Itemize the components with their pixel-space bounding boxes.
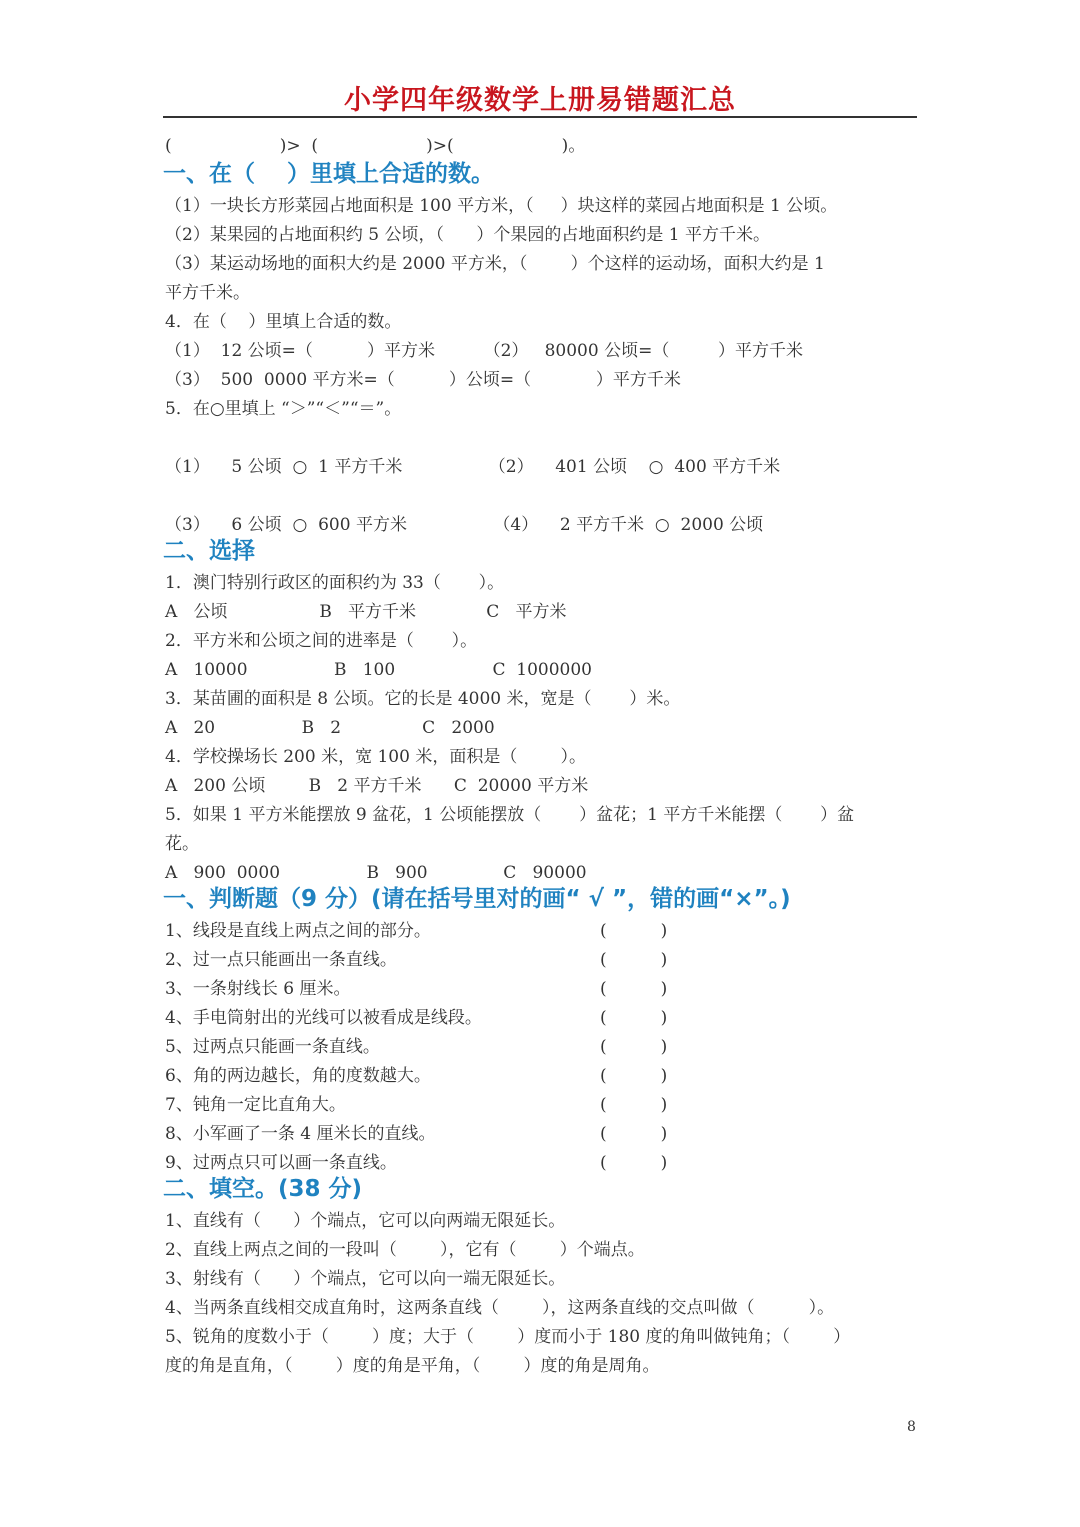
answer-parentheses: ( ) [600,950,668,970]
question-line: （1） 12 公顷=（ ）平方米 （2） 80000 公顷=（ ）平方千米 [165,341,803,361]
answer-parentheses: ( ) [600,979,668,999]
section-heading-true-false: 一、判断题（9 分）(请在括号里对的画“ √ ”，错的画“×”。) [163,886,791,912]
section-heading-fill-blanks: 二、填空。(38 分) [163,1176,363,1202]
section-heading-choice: 二、选择 [163,538,255,564]
question-line: 3．某苗圃的面积是 8 公顷。它的长是 4000 米，宽是（ ）米。 [165,689,681,709]
question-line: 1．澳门特别行政区的面积约为 33（ ）。 [165,573,505,593]
judge-statement: 9、过两点只可以画一条直线。 [165,1153,397,1173]
judge-statement: 2、过一点只能画出一条直线。 [165,950,397,970]
question-line: （3） 500 0000 平方米=（ ）公顷=（ ）平方千米 [165,370,681,390]
option-line: A 900 0000 B 900 C 90000 [165,863,587,883]
answer-parentheses: ( ) [600,1037,668,1057]
question-line: 2．平方米和公顷之间的进率是（ ）。 [165,631,478,651]
question-line: 1、直线有（ ）个端点，它可以向两端无限延长。 [165,1211,566,1231]
option-line: A 10000 B 100 C 1000000 [165,660,592,680]
judge-statement: 6、角的两边越长，角的度数越大。 [165,1066,431,1086]
page-title: 小学四年级数学上册易错题汇总 [344,85,736,116]
section-heading-fill-numbers: 一、在（ ）里填上合适的数。 [163,161,495,187]
page-number: 8 [907,1419,916,1435]
judge-statement: 1、线段是直线上两点之间的部分。 [165,921,431,941]
judge-statement: 4、手电筒射出的光线可以被看成是线段。 [165,1008,482,1028]
question-line: 5．如果 1 平方米能摆放 9 盆花，1 公顷能摆放（ ）盆花；1 平方千米能摆（ ）盆 [165,805,855,825]
question-line: （1）一块长方形菜园占地面积是 100 平方米，（ ）块这样的菜园占地面积是 1 公顷。 [165,196,838,216]
judge-statement: 5、过两点只能画一条直线。 [165,1037,380,1057]
question-line: 花。 [165,834,199,854]
question-line: 3、射线有（ ）个端点，它可以向一端无限延长。 [165,1269,566,1289]
judge-statement: 8、小军画了一条 4 厘米长的直线。 [165,1124,436,1144]
comparison-line: （1） 5 公顷 ○ 1 平方千米 （2） 401 公顷 ○ 400 平方千米 [165,457,781,477]
answer-parentheses: ( ) [600,1066,668,1086]
answer-parentheses: ( ) [600,1095,668,1115]
answer-parentheses: ( ) [600,1008,668,1028]
question-line: 5．在○里填上 “＞”“＜”“＝”。 [165,399,402,419]
option-line: A 20 B 2 C 2000 [165,718,495,738]
title-divider [163,116,917,118]
question-line: 4．学校操场长 200 米，宽 100 米，面积是（ ）。 [165,747,587,767]
option-line: A 200 公顷 B 2 平方千米 C 20000 平方米 [165,776,589,796]
question-line: 度的角是直角，（ ）度的角是平角，（ ）度的角是周角。 [165,1356,660,1376]
answer-parentheses: ( ) [600,1124,668,1144]
option-line: A 公顷 B 平方千米 C 平方米 [165,602,567,622]
question-line: 4、当两条直线相交成直角时，这两条直线（ ），这两条直线的交点叫做（ ）。 [165,1298,835,1318]
question-line: 5、锐角的度数小于（ ）度；大于（ ）度而小于 180 度的角叫做钝角；（ ） [165,1327,851,1347]
judge-statement: 7、钝角一定比直角大。 [165,1095,346,1115]
answer-parentheses: ( ) [600,1153,668,1173]
question-line: （2）某果园的占地面积约 5 公顷，（ ）个果园的占地面积约是 1 平方千米。 [165,225,770,245]
question-line: 2、直线上两点之间的一段叫（ ），它有（ ）个端点。 [165,1240,645,1260]
question-line: （3）某运动场地的面积大约是 2000 平方米，（ ）个这样的运动场，面积大约是 1 [165,254,825,274]
judge-statement: 3、一条射线长 6 厘米。 [165,979,351,999]
question-line: 4．在（ ）里填上合适的数。 [165,312,402,332]
comparison-line: （3） 6 公顷 ○ 600 平方米 （4） 2 平方千米 ○ 2000 公顷 [165,515,764,535]
question-line: 平方千米。 [165,283,250,303]
ordering-line: ( )> ( )>( )。 [165,136,586,156]
answer-parentheses: ( ) [600,921,668,941]
